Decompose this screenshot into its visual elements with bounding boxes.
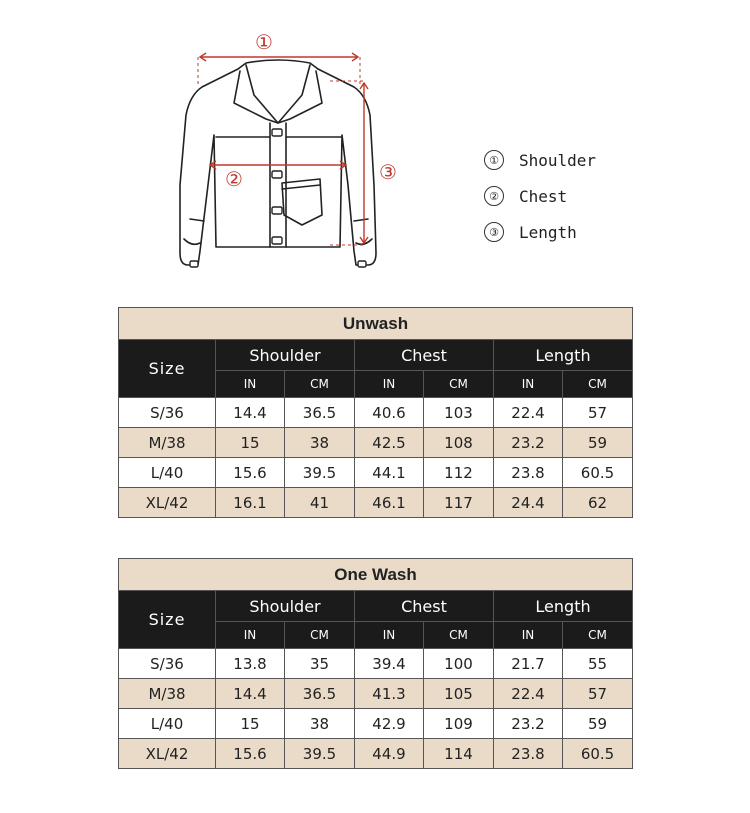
unit-header: IN [355,622,424,649]
shoulder-cm-cell: 36.5 [285,398,355,428]
shoulder-cm-cell: 38 [285,428,355,458]
legend-label: Chest [519,186,568,206]
table-row [119,428,633,458]
unit-header: CM [424,622,494,649]
length-cm-cell: 57 [563,398,633,428]
unit-header: CM [285,622,355,649]
shoulder-in-cell: 15.6 [216,739,285,769]
chest-header: Chest [355,591,494,622]
chest-cm-cell: 108 [424,428,494,458]
shoulder-cm-cell: 35 [285,649,355,679]
length-in-cell: 22.4 [494,679,563,709]
chest-cm-cell: 105 [424,679,494,709]
length-cm-cell: 57 [563,679,633,709]
size-header: Size [119,591,216,649]
shoulder-in-cell: 16.1 [216,488,285,518]
jacket-measurement-diagram [150,25,420,290]
size-cell: S/36 [119,398,216,428]
length-header: Length [494,591,633,622]
chest-cm-cell: 112 [424,458,494,488]
shoulder-header: Shoulder [216,340,355,371]
shoulder-cm-cell: 39.5 [285,739,355,769]
chest-in-cell: 46.1 [355,488,424,518]
chest-in-cell: 44.9 [355,739,424,769]
shoulder-in-cell: 14.4 [216,398,285,428]
table-row [119,709,633,739]
size-header: Size [119,340,216,398]
unit-header: CM [563,371,633,398]
size-cell: L/40 [119,709,216,739]
chest-cm-cell: 109 [424,709,494,739]
legend-item-length [484,214,596,250]
legend-number: ③ [484,222,504,242]
legend-item-chest [484,178,596,214]
length-cm-cell: 59 [563,709,633,739]
shoulder-in-cell: 15 [216,709,285,739]
unit-header: CM [563,622,633,649]
length-header: Length [494,340,633,371]
unit-header: IN [216,622,285,649]
size-cell: L/40 [119,458,216,488]
table-row [119,398,633,428]
length-in-cell: 21.7 [494,649,563,679]
chest-marker: ② [225,167,243,191]
chest-in-cell: 40.6 [355,398,424,428]
unit-header: IN [216,371,285,398]
chest-cm-cell: 117 [424,488,494,518]
chest-cm-cell: 100 [424,649,494,679]
length-in-cell: 23.8 [494,739,563,769]
shoulder-cm-cell: 36.5 [285,679,355,709]
unit-header: CM [424,371,494,398]
shoulder-in-cell: 15 [216,428,285,458]
table-title: Unwash [119,308,633,340]
table-row [119,488,633,518]
table-title: One Wash [119,559,633,591]
chest-cm-cell: 103 [424,398,494,428]
length-cm-cell: 59 [563,428,633,458]
unwash-size-table [118,307,633,518]
jacket-icon [150,25,420,290]
shoulder-cm-cell: 41 [285,488,355,518]
shoulder-marker: ① [255,30,273,54]
chest-in-cell: 41.3 [355,679,424,709]
shoulder-in-cell: 14.4 [216,679,285,709]
length-in-cell: 23.2 [494,428,563,458]
chest-in-cell: 39.4 [355,649,424,679]
legend-label: Length [519,222,577,242]
length-in-cell: 23.8 [494,458,563,488]
chest-cm-cell: 114 [424,739,494,769]
table-row [119,679,633,709]
legend-label: Shoulder [519,150,597,170]
size-cell: M/38 [119,428,216,458]
size-cell: XL/42 [119,488,216,518]
chest-in-cell: 42.9 [355,709,424,739]
one-wash-size-table [118,558,633,769]
shoulder-cm-cell: 39.5 [285,458,355,488]
shoulder-in-cell: 13.8 [216,649,285,679]
unit-header: IN [355,371,424,398]
length-marker: ③ [379,160,397,184]
size-cell: M/38 [119,679,216,709]
legend-number: ① [484,150,504,170]
unit-header: IN [494,622,563,649]
chest-in-cell: 42.5 [355,428,424,458]
length-in-cell: 23.2 [494,709,563,739]
table-row [119,458,633,488]
length-in-cell: 24.4 [494,488,563,518]
measurement-legend [484,142,596,250]
unit-header: CM [285,371,355,398]
legend-number: ② [484,186,504,206]
table-row [119,739,633,769]
chest-header: Chest [355,340,494,371]
size-cell: S/36 [119,649,216,679]
chest-in-cell: 44.1 [355,458,424,488]
length-cm-cell: 62 [563,488,633,518]
length-in-cell: 22.4 [494,398,563,428]
length-cm-cell: 55 [563,649,633,679]
legend-item-shoulder [484,142,596,178]
size-cell: XL/42 [119,739,216,769]
table-row [119,649,633,679]
unit-header: IN [494,371,563,398]
shoulder-cm-cell: 38 [285,709,355,739]
shoulder-header: Shoulder [216,591,355,622]
shoulder-in-cell: 15.6 [216,458,285,488]
length-cm-cell: 60.5 [563,739,633,769]
length-cm-cell: 60.5 [563,458,633,488]
